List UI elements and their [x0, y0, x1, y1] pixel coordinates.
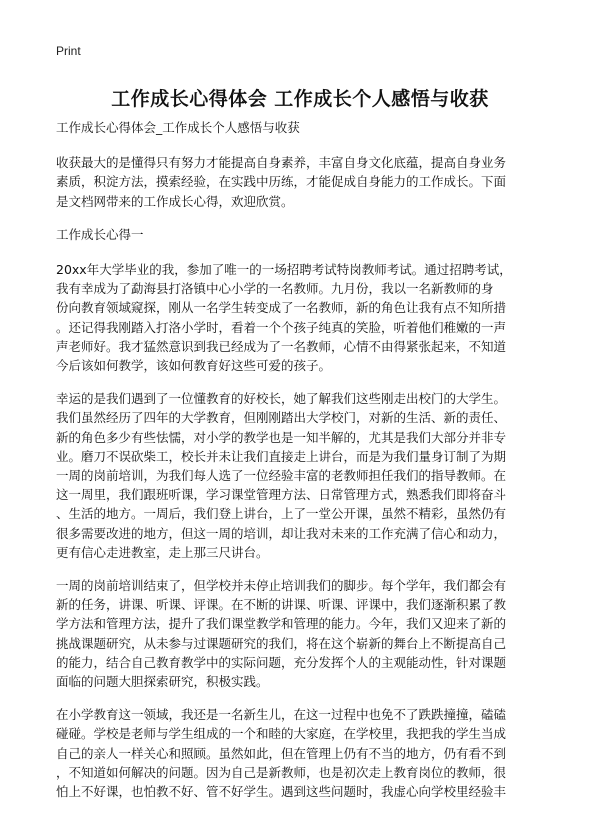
body-paragraph-4: 在小学教育这一领域，我还是一名新生儿，在这一过程中也免不了跌跌撞撞，磕磕 碰碰。学校是老师与学生组成的一个和睦的大家庭，在学校里，我把我的学生当成 自己的亲人一样关心和照顾。虽然如此，但在管理上仍有不当的地方，仍有看不到 ，不知道如何解决的问题。因为自己是新教师，也是初次走上教育岗位的教师，很 怕上不好课，也怕教不好、管不好学生。遇到这些问题时，我虚心向学校里经验丰 [56, 707, 507, 800]
body-paragraph-1: 20xx年大学毕业的我，参加了唯一的一场招聘考试特岗教师考试。通过招聘考试， 我有幸成为了勐海县打洛镇中心小学的一名教师。九月份，我以一名新教师的身 份向教育领域窥探，刚从一名学生转变成了一名教师，新的角色让我有点不知所措 。还记得我刚踏入打洛小学时，看着一个个孩子纯真的笑脸，听着他们稚嫩的一声 声老师好。我才猛然意识到我已经成为了一名教师，心情不由得紧张起来，不知道 今后该如何教学，该如何教育好这些可爱的孩子。 [56, 262, 512, 374]
document-title: 工作成长心得体会 工作成长个人感悟与收获 [111, 88, 489, 110]
body-paragraph-3: 一周的岗前培训结束了，但学校并未停止培训我们的脚步。每个学年，我们都会有 新的任务，讲课、听课、评课。在不断的讲课、听课、评课中，我们逐渐积累了教 学方法和管理方法，提升了我们课堂教学和管理的能力。今年，我们又迎来了新的 挑战课题研究，从未参与过课题研究的我们，将在这个崭新的舞台上不断提高自己 的能力，结合自己教育教学中的实际问题，充分发挥个人的主观能动性，针对课题 面临的问题大胆探索研究，积极实践。 [56, 578, 507, 690]
subtitle-paragraph: 工作成长心得体会_工作成长个人感悟与收获 [56, 120, 300, 135]
body-paragraph-2: 幸运的是我们遇到了一位懂教育的好校长，她了解我们这些刚走出校门的大学生。 我们虽然经历了四年的大学教育，但刚刚踏出大学校门，对新的生活、新的责任、 新的角色多少有些怯懦，对小学的教学也是一知半解的，尤其是我们大部分并非专 业。磨刀不误砍柴工，校长并未让我们直接走上讲台，而是为我们量身订制了为期 一周的岗前培训，为我们每人选了一位经验丰富的老教师担任我们的指导教师。在 这一周里，我们跟班听课，学习课堂管理方法、日常管理方式，熟悉我们即将奋斗 、生活的地方。一周后，我们登上讲台，上了一堂公开课，虽然不精彩，虽然仍有 很多需要改进的地方，但这一周的培训，却让我对未来的工作充满了信心和动力， 更有信心走进教室，走上那三尺讲台。 [56, 391, 507, 560]
section-heading: 工作成长心得一 [56, 226, 144, 242]
print-label[interactable]: Print [56, 44, 81, 58]
document-body [56, 118, 546, 815]
intro-paragraph: 收获最大的是懂得只有努力才能提高自身素养，丰富自身文化底蕴，提高自身业务 素质，积淀方法，摸索经验，在实践中历练，才能促成自身能力的工作成长。下面 是文档网带来的工作成长心得，欢迎欣赏。 [56, 155, 507, 209]
